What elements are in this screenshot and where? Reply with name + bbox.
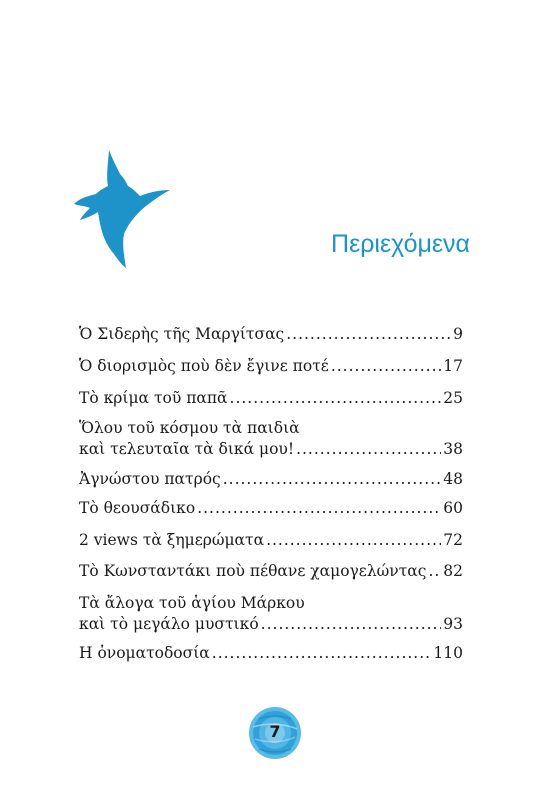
toc-entry-title: καὶ τὸ μεγάλο μυστικό (79, 615, 259, 633)
dot-leader (286, 324, 451, 345)
toc-entry-line (79, 356, 463, 377)
toc-entry-page: 48 (443, 470, 463, 488)
page-title: Περιεχόμενα (331, 230, 470, 258)
toc-entry[interactable] (79, 593, 463, 635)
toc-entry[interactable] (79, 324, 463, 345)
toc-entry[interactable] (79, 643, 463, 664)
toc-entry-line (79, 561, 463, 582)
toc-entry-page: 25 (443, 389, 463, 407)
toc-entry-page: 60 (443, 499, 463, 517)
dot-leader (230, 388, 442, 409)
dot-leader (212, 643, 432, 664)
toc-entry-page: 17 (443, 357, 463, 375)
toc-entry[interactable] (79, 356, 463, 377)
toc-entry[interactable] (79, 418, 463, 460)
toc-entry-page: 72 (443, 531, 463, 549)
toc-entry-title: Ἀγνώστου πατρός (79, 470, 221, 488)
toc-entry[interactable] (79, 530, 463, 551)
toc-entry-title: Ὁ Σιδερὴς τῆς Μαργίτσας (79, 325, 285, 343)
dot-leader (296, 439, 441, 460)
toc-entry[interactable] (79, 561, 463, 582)
toc-entry-title: Η ὀνοματοδοσία (79, 644, 210, 662)
page-number: 7 (269, 722, 281, 741)
dot-leader (331, 356, 441, 377)
toc-entry-title: Τὸ θεουσάδικο (79, 499, 196, 517)
toc-entry-line (79, 469, 463, 490)
toc-entry-title: Τὸ Κωνσταντάκι ποὺ πέθανε χαμογελώντας (79, 562, 427, 580)
toc-entry-title: Τὸ κρίμα τοῦ παπᾶ (79, 389, 228, 407)
toc-entry[interactable] (79, 388, 463, 409)
toc-entry-title: Ὅλου τοῦ κόσμου τὰ παιδιὰ (79, 419, 300, 437)
toc-entry-line (79, 614, 463, 635)
dot-leader (266, 530, 441, 551)
toc-entry[interactable] (79, 469, 463, 490)
toc-entry-title: Τὰ ἄλογα τοῦ ἁγίου Μάρκου (79, 594, 305, 612)
toc-entry-line (79, 324, 463, 345)
toc-entry-page: 82 (443, 562, 463, 580)
toc-entry-page: 38 (443, 440, 463, 458)
toc-entry-line (79, 643, 463, 664)
dot-leader (428, 561, 441, 582)
seagull-icon (74, 150, 170, 268)
toc-entry-page: 93 (443, 615, 463, 633)
toc-entry-page: 110 (433, 644, 463, 662)
toc-entry-title: Ὁ διορισμὸς ποὺ δὲν ἔγινε ποτέ (79, 357, 329, 375)
toc-entry-page: 9 (453, 325, 463, 343)
toc-entry[interactable] (79, 498, 463, 519)
dot-leader (197, 498, 441, 519)
toc-entry-line (79, 498, 463, 519)
dot-leader (223, 469, 442, 490)
toc-entry-title: καὶ τελευταῖα τὰ δικά μου! (79, 440, 295, 458)
toc-entry-title: 2 views τὰ ξημερώματα (79, 531, 265, 549)
toc-entry-line (79, 530, 463, 551)
toc-entry-line (79, 388, 463, 409)
dot-leader (261, 614, 442, 635)
toc-entry-line (79, 593, 463, 614)
toc-entry-line (79, 418, 463, 439)
toc-entry-line (79, 439, 463, 460)
